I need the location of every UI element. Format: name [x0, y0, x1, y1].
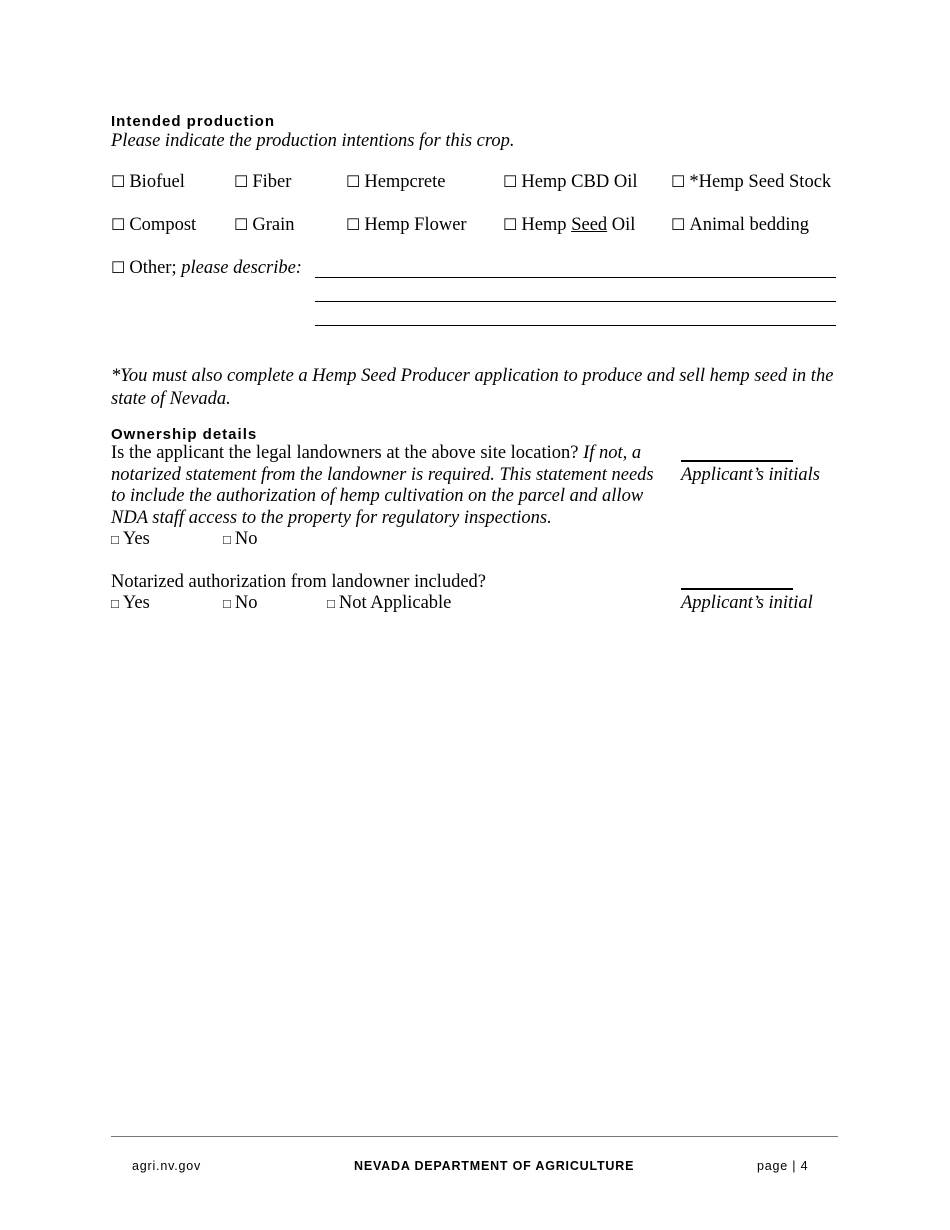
page-number: 4 [800, 1159, 809, 1173]
option-hempcrete[interactable]: ☐ Hempcrete [346, 172, 446, 192]
checkbox-icon: ☐ [503, 217, 518, 234]
applicant-initials-label-1: Applicant’s initials [681, 465, 820, 485]
applicant-initials-label-2: Applicant’s initial [681, 593, 813, 613]
notarized-yes-option[interactable]: □ Yes [111, 593, 150, 613]
seed-producer-note-line-2: state of Nevada. [111, 389, 231, 409]
intended-production-subtitle: Please indicate the production intentions for this crop. [111, 131, 515, 151]
option-fiber[interactable]: ☐ Fiber [234, 172, 292, 192]
footer-divider [111, 1136, 838, 1137]
checkbox-icon: □ [111, 596, 119, 611]
other-description-line-2[interactable] [315, 301, 836, 302]
ownership-details-heading: Ownership details [111, 426, 258, 443]
footer-website: agri.nv.gov [132, 1159, 202, 1173]
landowner-no-option[interactable]: □ No [223, 529, 258, 549]
notarized-no-option[interactable]: □ No [223, 593, 258, 613]
applicant-initials-line-1[interactable] [681, 460, 793, 462]
option-hemp-cbd-oil[interactable]: ☐ Hemp CBD Oil [503, 172, 638, 192]
checkbox-icon: □ [111, 532, 119, 547]
landowner-question-line-2: notarized statement from the landowner is required. This statement needs [111, 465, 654, 485]
checkbox-icon: □ [223, 596, 231, 611]
checkbox-icon: ☐ [111, 260, 126, 277]
other-description-line-1[interactable] [315, 277, 836, 278]
notarized-authorization-question: Notarized authorization from landowner included? [111, 572, 486, 592]
landowner-question-line-4: NDA staff access to the property for regulatory inspections. [111, 508, 552, 528]
option-hemp-seed-stock[interactable]: ☐ *Hemp Seed Stock [671, 172, 832, 192]
applicant-initials-line-2[interactable] [681, 588, 793, 590]
checkbox-icon: ☐ [671, 217, 686, 234]
landowner-question-line-3: to include the authorization of hemp cultivation on the parcel and allow [111, 486, 644, 506]
option-other[interactable]: ☐ Other; please describe: [111, 258, 302, 278]
checkbox-icon: ☐ [503, 174, 518, 191]
option-compost[interactable]: ☐ Compost [111, 215, 197, 235]
seed-producer-note-line-1: *You must also complete a Hemp Seed Producer application to produce and sell hemp seed in the [111, 366, 834, 386]
checkbox-icon: ☐ [111, 217, 126, 234]
other-description-line-3[interactable] [315, 325, 836, 326]
footer-page: page | 4 [757, 1159, 809, 1173]
landowner-question-line-1: Is the applicant the legal landowners at the above site location? If not, a [111, 443, 642, 463]
checkbox-icon: ☐ [671, 174, 686, 191]
option-hemp-flower[interactable]: ☐ Hemp Flower [346, 215, 467, 235]
checkbox-icon: □ [327, 596, 335, 611]
landowner-yes-option[interactable]: □ Yes [111, 529, 150, 549]
option-animal-bedding[interactable]: ☐ Animal bedding [671, 215, 810, 235]
intended-production-heading: Intended production [111, 113, 275, 130]
checkbox-icon: ☐ [346, 217, 361, 234]
option-hemp-seed-oil[interactable]: ☐ Hemp Seed Oil [503, 215, 636, 235]
option-grain[interactable]: ☐ Grain [234, 215, 295, 235]
checkbox-icon: ☐ [234, 174, 249, 191]
checkbox-icon: ☐ [234, 217, 249, 234]
checkbox-icon: ☐ [111, 174, 126, 191]
footer-department: NEVADA DEPARTMENT OF AGRICULTURE [354, 1159, 635, 1173]
checkbox-icon: □ [223, 532, 231, 547]
option-biofuel[interactable]: ☐ Biofuel [111, 172, 185, 192]
notarized-not-applicable-option[interactable]: □ Not Applicable [327, 593, 452, 613]
checkbox-icon: ☐ [346, 174, 361, 191]
